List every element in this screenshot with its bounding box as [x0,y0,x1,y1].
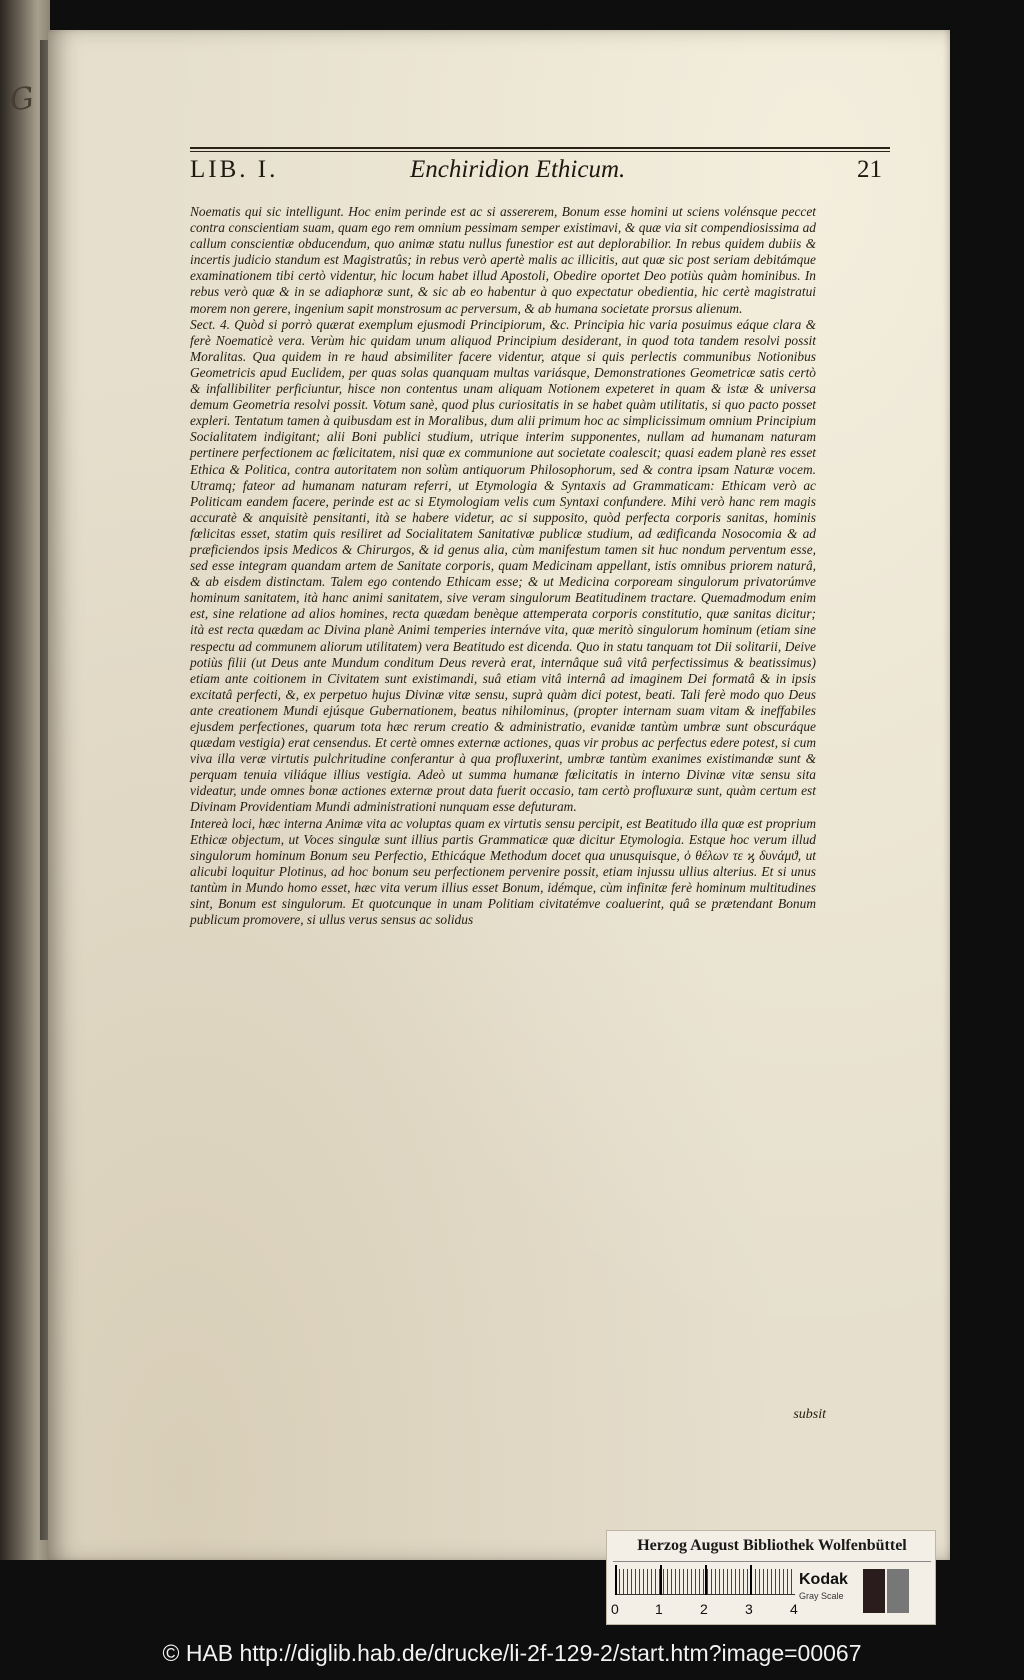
header-rule [190,147,890,149]
ruler-number: 1 [655,1601,663,1617]
page-number: 21 [857,156,882,183]
ruler-number: 3 [745,1601,753,1617]
paragraph-1: Noematis qui sic intelligunt. Hoc enim perinde est ac si assererem, Bonum esse homini ut sciens volénsque peccet contra conscientiam suam, quam ego rem omnium pessimam semper existimavi, & quæ via sit compendiosissima ad callum conscientiæ obducendum, quo animæ statu nullus funestior est aut deplorabilior. In rebus quidem dubiis & incertis judicio standum est Magistratûs; in rebus verò apertè malis ac illicitis, aut quæ sic post seriam debitámque examinationem tibi certò videntur, hic locum habet illud Apostoli, Obedire oportet Deo potiùs quàm hominibus. In rebus verò quæ & in se adiaphoræ sunt, & sic ab eo habentur à quo expectatur obedientia, hic certè magistratui morem non gerere, ingenium sapit monstrosum ac perversum, & ab humana societate prorsus alienum. [190,204,816,316]
book-page [48,30,950,1560]
copyright-footer: © HAB http://diglib.hab.de/drucke/li-2f-129-2/start.htm?image=00067 [162,1640,862,1666]
card-divider [613,1561,931,1562]
margin-glyph: G [7,80,37,119]
paragraph-2: Sect. 4. Quòd si porrò quærat exemplum ejusmodi Principiorum, &c. Principia hic varia posuimus eáque clara & ferè Noematicè vera. Verùm hic quidam unum aliquod Principium desiderant, in quod tota tandem resolvi possit Moralitas. Qua quidem in re haud absimiliter facere videntur, atque si quis perlectis communibus Notionibus Geometricis apud Euclidem, per quas solas quanquam multas variásque, Demonstrationes Geometricæ satis certò & infallibiliter perficiuntur, hisce non contentus unam aliquam Notionem expeteret in quam & istæ & universa demum Geometria resolvi possit. Votum sanè, quod plus curiositatis in se habet quàm utilitatis, si quo pacto posset expleri. Tentatum tamen à quibusdam est in Moralibus, dum alii primum hoc ac simplicissimum omnium Principium Socialitatem indigitant; alii Boni publici studium, utrique interim supponentes, nullam ad humanam naturam pertinere perfectionem ac fœlicitatem, nisi quæ ex communione aut societate coalescit; quasi eadem planè res esset Ethica & Politica, contra autoritatem non solùm antiquorum Philosophorum, sed & contra ipsam Naturæ vocem. Utramq; fateor ad humanam naturam referri, ut Etymologia & Syntaxis ad Grammaticam: Ethicam verò ac Politicam eandem facere, perinde est ac si Etymologiam velis cum Syntaxi confundere. Mihi verò hanc rem magis accuratè & anquisitè pensitanti, ità se habere videtur, ac si supposito, quòd perfecta corporis sanitas, hominis fœlicitas esset, statim quis resiliret ad Socialitatem Sanitativæ publicæ studium, ad ædificanda Nosocomia & ad præficiendos ipsis Medicos & Chirurgos, & id genus alia, cùm manifestum tamen sit huc nondum perventum esse, sed esse integram quandam artem de Sanitate corporis, quam Medicinam appellant, istis omnibus priorem naturâ, & ab eisdem distinctam. Talem ego contendo Ethicam esse; & ut Medicina corpoream singulorum privatorúmve hominum sanitatem, ità hanc animi sanitatem, sive veram singulorum Beatitudinem tractare. Quemadmodum enim est, sine relatione ad alios homines, recta quædam benèque attemperata corporis constitutio, quæ sanitas dicitur; ità est recta quædam ac Divina planè Animi temperies internáve vita, quæ meritò singulorum hominum (etiam sine respectu ad communem aliorum utilitatem) vera Beatitudo est dicenda. Quo in statu tanquam tot Dii solitarii, Deive potiùs filii (ut Deus ante Mundum conditum Deus reverà erat, internâque suâ vitâ perfectissimus & beatissimus) etiam ante coitionem in Civitatem sunt existimandi, suâ etiam vitâ internâ ad imaginem Dei formatâ & in ipsis excitatâ perfecti, &, ex perpetuo hujus Divinæ vitæ sensu, suprà quàm dici potest, beati. Tali ferè modo quo Deus ante creationem Mundi ejúsque Gubernationem, beatus nihilominus, (propter internam suam vitam & ineffabiles ejusdem perfectiones, quarum tota hæc rerum creatio & administratio, evanidæ tantùm umbræ sunt obscuráque quædam vestigia) erat censendus. Et certè omnes externæ actiones, quas vir probus ac perfectus edere potest, si cum viva illa veræ virtutis pulchritudine conferantur à qua profluxerint, umbræ tantùm exanimes existimandæ sunt & perquam tenuia viliáque illius vestigia. Adeò ut summa humanæ fœlicitatis in interno Divinæ vitæ sensu sita videatur, unde omnes bonæ actiones externæ prout data fuerit occasio, tam certò profluxuræ sunt, quàm certum est Divinam Providentiam Mundi administrationi nunquam esse defuturam. [190,316,817,815]
catchword: subsit [793,1407,826,1422]
gray-patch-dark [863,1569,885,1613]
kodak-logo: Kodak [799,1571,848,1588]
running-head [190,156,890,196]
ruler-number: 2 [700,1601,708,1617]
library-name: Herzog August Bibliothek Wolfenbüttel [637,1537,907,1554]
header-rule-thin [190,151,890,152]
ruler-number: 4 [790,1601,798,1617]
gray-patch-mid [887,1569,909,1613]
ruler-major-ticks [615,1565,795,1595]
book-title: Enchiridion Ethicum. [410,156,626,183]
gray-scale-label: Gray Scale [799,1591,844,1601]
body-text [190,204,816,928]
paragraph-3: Intereà loci, hæc interna Animæ vita ac voluptas quam ex virtutis sensu percipit, est Beatitudo illa quæ est proprium Ethicæ objectum, ut Voces singulæ sunt illius partis Grammaticæ quæ dicitur Etymologia. Estque hoc verum illud singulorum hominum Bonum seu Perfectio, Ethicáque Methodum docet qua unusquisque, ὁ θέλων τε ϗ δυνάμϑ, ut alicubi loquitur Plotinus, ad hoc bonum seu perfectionem pervenire possit, etiam injussu ullius alterius. Et si unus tantùm in Mundo homo esset, hæc vita verum illius esset Bonum, idémque, cùm infinitæ ferè hominum multitudines sint, Bonum est singulorum. Et quotcunque in unam Politiam civitatémve coaluerint, quâ se prætendant Bonum publicum promovere, si ullus verus sensus ac solidus [190,815,816,928]
ruler-number: 0 [611,1601,619,1617]
book-number: LIB. I. [190,156,279,183]
library-label-card [606,1530,936,1625]
ruler-numbers [611,1601,811,1619]
